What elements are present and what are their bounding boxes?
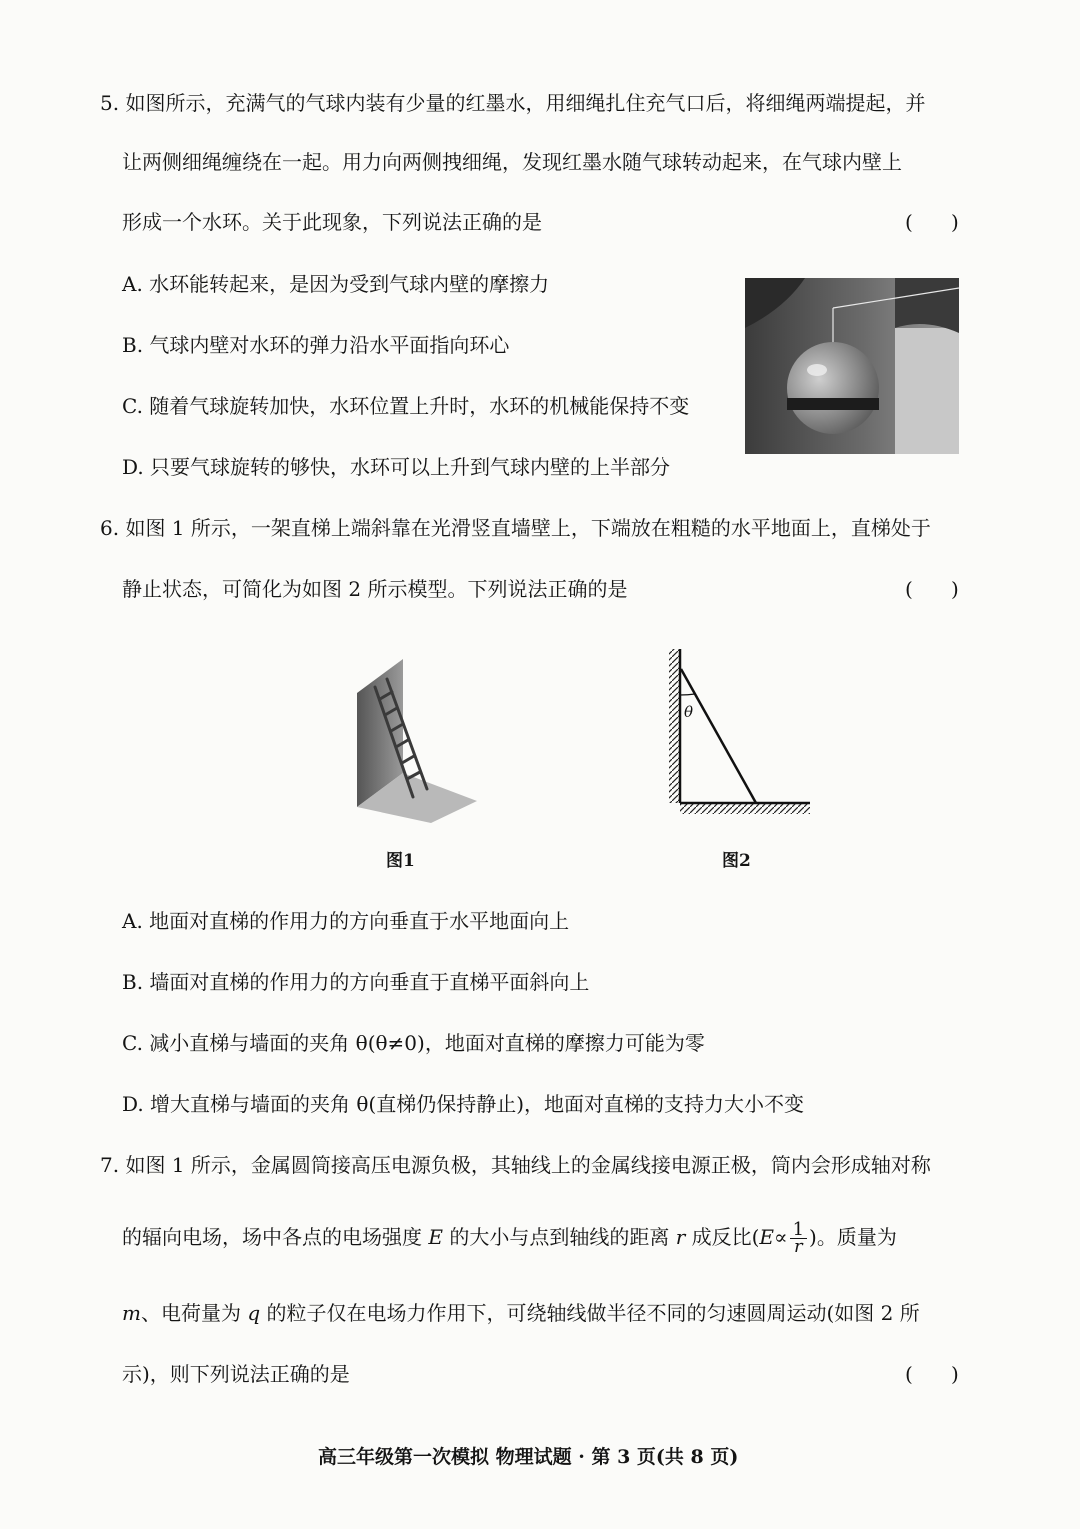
q5-option-c: C. 随着气球旋转加快，水环位置上升时，水环的机械能保持不变 — [122, 394, 690, 418]
inverse-r-fraction: $\frac{1}{r}$ — [790, 1222, 807, 1255]
q7-answer-blank: ( ) — [905, 1362, 959, 1386]
angle-arc — [680, 694, 695, 695]
ladder-model-figure — [660, 645, 820, 820]
q6-stem-line-2: 静止状态，可简化为如图 2 所示模型。下列说法正确的是 — [122, 577, 628, 601]
q7-stem-line-4: 示)，则下列说法正确的是 — [122, 1362, 350, 1386]
q6-answer-blank: ( ) — [905, 577, 959, 601]
q7-stem-line-2: 的辐向电场，场中各点的电场强度 E 的大小与点到轴线的距离 r 成反比(E∝ $\frac{1}{r}$ )。质量为 — [122, 1219, 897, 1257]
q6-option-d: D. 增大直梯与墙面的夹角 θ(直梯仍保持静止)，地面对直梯的支持力大小不变 — [122, 1092, 805, 1116]
balloon-photo-drawing — [745, 278, 959, 454]
q7-stem-line-1: 7. 如图 1 所示，金属圆筒接高压电源负极，其轴线上的金属线接电源正极，筒内会形成轴对称 — [100, 1153, 931, 1177]
q7-stem-line-3: m、电荷量为 q 的粒子仅在电场力作用下，可绕轴线做半径不同的匀速圆周运动(如图 2 所 — [122, 1301, 920, 1325]
balloon-photo — [745, 278, 959, 454]
q5-option-d: D. 只要气球旋转的够快，水环可以上升到气球内壁的上半部分 — [122, 455, 671, 479]
q5-stem-line-3: 形成一个水环。关于此现象，下列说法正确的是 — [122, 210, 542, 234]
q5-option-b: B. 气球内壁对水环的弹力沿水平面指向环心 — [122, 333, 510, 357]
page-footer: 高三年级第一次模拟 物理试题 · 第 3 页(共 8 页) — [318, 1446, 739, 1468]
wall-hatch — [669, 649, 680, 803]
q5-option-a: A. 水环能转起来，是因为受到气球内壁的摩擦力 — [122, 272, 550, 296]
q6-option-b: B. 墙面对直梯的作用力的方向垂直于直梯平面斜向上 — [122, 970, 590, 994]
q6-option-a: A. 地面对直梯的作用力的方向垂直于水平地面向上 — [122, 909, 570, 933]
ground-hatch — [680, 803, 810, 814]
balloon-shape — [787, 342, 879, 434]
ladder-line — [681, 669, 756, 803]
figure-1-caption: 图1 — [386, 851, 415, 871]
ladder-3d-figure — [345, 655, 485, 825]
q5-stem-line-1: 5. 如图所示，充满气的气球内装有少量的红墨水，用细绳扎住充气口后，将细绳两端提起，并 — [100, 91, 926, 115]
q5-stem-line-2: 让两侧细绳缠绕在一起。用力向两侧拽细绳，发现红墨水随气球转动起来，在气球内壁上 — [122, 150, 902, 174]
q6-stem-line-1: 6. 如图 1 所示，一架直梯上端斜靠在光滑竖直墙壁上，下端放在粗糙的水平地面上，直梯处于 — [100, 516, 931, 540]
figure-2-caption: 图2 — [722, 851, 751, 871]
q5-answer-blank: ( ) — [905, 210, 959, 234]
water-ring — [787, 398, 879, 410]
q6-option-c: C. 减小直梯与墙面的夹角 θ(θ≠0)，地面对直梯的摩擦力可能为零 — [122, 1031, 705, 1055]
theta-label: θ — [684, 703, 694, 721]
